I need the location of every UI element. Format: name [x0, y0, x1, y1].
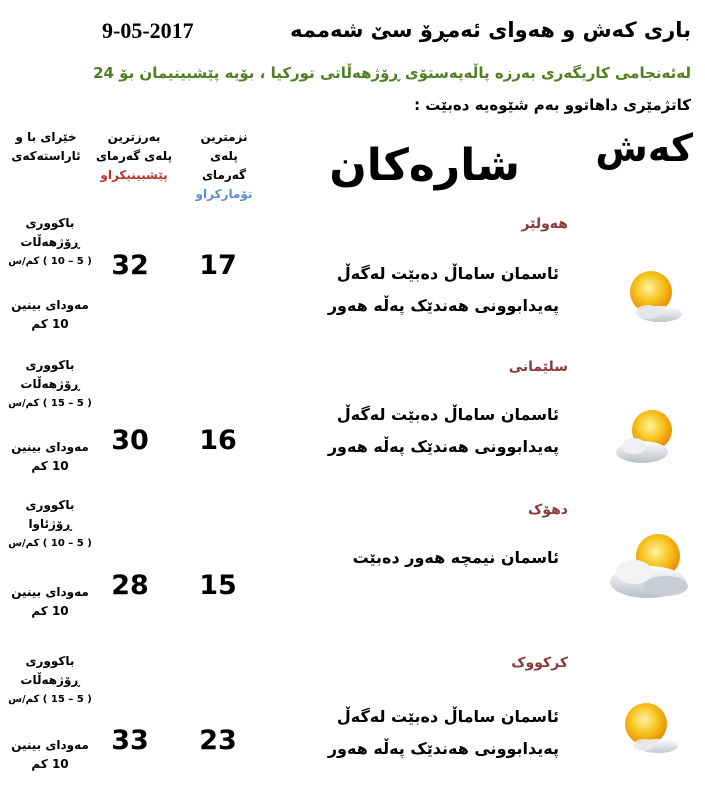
weather-description: ئاسمان نیمچە هەور دەبێت — [352, 548, 559, 567]
visibility-info: مەودای بینین 10 کم — [11, 585, 89, 618]
visibility-info: مەودای بینین 10 کم — [11, 738, 89, 771]
sun-cloud-icon — [612, 402, 682, 472]
weather-description: ئاسمان ساماڵ دەبێت لەگەڵ پەیدابوونی هەندێک پەڵە هەور — [327, 405, 559, 456]
max-temp-value: 33 — [111, 725, 149, 756]
sun-cloud-icon — [614, 694, 684, 764]
weather-description: ئاسمان ساماڵ دەبێت لەگەڵ پەیدابوونی هەندێک پەڵە هەور — [327, 264, 559, 315]
weather-description: ئاسمان ساماڵ دەبێت لەگەڵ پەیدابوونی هەندێک پەڵە هەور — [327, 707, 559, 758]
partly-cloudy-icon — [606, 526, 696, 606]
city-name: هەولێر — [521, 216, 568, 232]
wind-info: باکووری ڕۆژهەڵات ( 5 – 15 ) کم/س — [8, 654, 92, 705]
max-temp-header: بەرزترین پلەی گەرمای پێشبینیکراو — [96, 130, 172, 182]
page-title: باری کەش و هەوای ئەمڕۆ سێ شەممە — [290, 18, 691, 42]
synopsis-line-2: کاتژمێری داهاتوو بەم شێوەیە دەبێت : — [414, 96, 691, 114]
city-name: سلێمانی — [508, 359, 568, 375]
min-temp-value: 15 — [199, 570, 237, 601]
wind-info: باکووری ڕۆژهەڵات ( 5 – 10 ) کم/س — [8, 216, 92, 267]
wind-header: خێرای با و ئاراستەکەی — [11, 130, 81, 163]
wind-info: باکووری ڕۆژئاوا ( 5 – 10 ) کم/س — [8, 498, 92, 549]
visibility-info: مەودای بینین 10 کم — [11, 298, 89, 331]
max-temp-value: 28 — [111, 570, 149, 601]
city-name: کرکووک — [511, 655, 568, 671]
min-temp-value: 23 — [199, 725, 237, 756]
synopsis-line-1: لەئەنجامی کاریگەری بەرزە پاڵەپەستۆی ڕۆژهەڵاتی تورکیا ، بۆیە پێشبینیمان بۆ 24 — [93, 64, 691, 82]
min-temp-value: 16 — [199, 425, 237, 456]
min-temp-value: 17 — [199, 250, 237, 281]
weather-column-header: کەش — [595, 126, 693, 170]
max-temp-value: 32 — [111, 250, 149, 281]
city-name: دهۆک — [527, 502, 568, 518]
sun-cloud-icon — [618, 262, 688, 332]
cities-column-header: شارەکان — [329, 140, 520, 191]
forecast-date: 9-05-2017 — [102, 18, 194, 43]
visibility-info: مەودای بینین 10 کم — [11, 440, 89, 473]
min-temp-header: نزمترین پلەی گەرمای تۆمارکراو — [195, 130, 253, 201]
max-temp-value: 30 — [111, 425, 149, 456]
wind-info: باکووری ڕۆژهەڵات ( 5 – 15 ) کم/س — [8, 358, 92, 409]
